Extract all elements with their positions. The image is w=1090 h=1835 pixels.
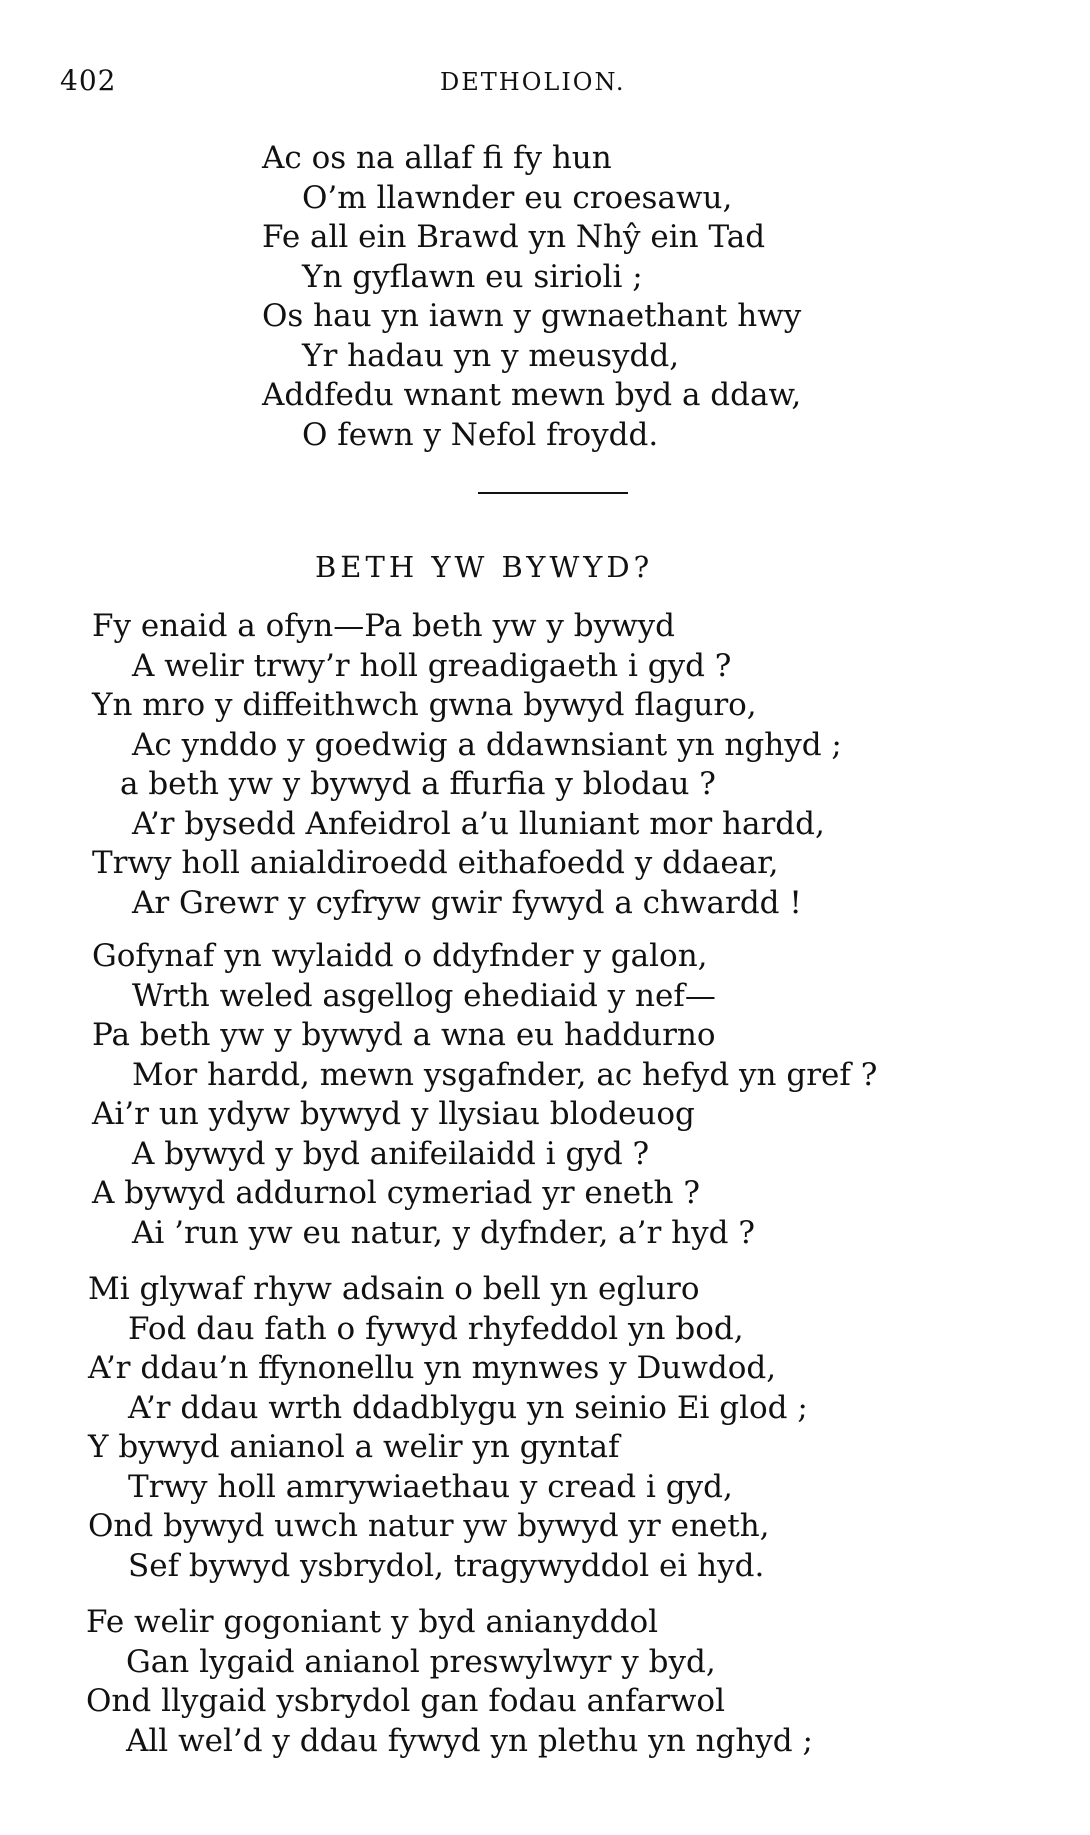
- verse-line: Ond bywyd uwch natur yw bywyd yr eneth,: [88, 1508, 770, 1544]
- verse-line: Fod dau fath o fywyd rhyfeddol yn bod,: [128, 1310, 744, 1347]
- verse-line: Addfedu wnant mewn byd a ddaw,: [262, 377, 802, 413]
- verse-line: a beth yw y bywyd a ffurfia y blodau ?: [120, 766, 716, 802]
- page-number: 402: [60, 64, 117, 97]
- verse-line: Ai ’run yw eu natur, y dyfnder, a’r hyd ?: [132, 1214, 755, 1251]
- verse-line: Wrth weled asgellog ehediaid y nef—: [132, 977, 716, 1014]
- verse-line: Gofynaf yn wylaidd o ddyfnder y galon,: [92, 938, 708, 974]
- verse-line: A welir trwy’r holl greadigaeth i gyd ?: [132, 647, 732, 684]
- verse-line: Gan lygaid anianol preswylwyr y byd,: [126, 1643, 716, 1680]
- verse-line: Yn mro y diffeithwch gwna bywyd flaguro,: [92, 687, 757, 723]
- verse-line: Ond llygaid ysbrydol gan fodau anfarwol: [86, 1683, 725, 1719]
- stanza-4: [86, 1603, 813, 1761]
- verse-line: Ai’r un ydyw bywyd y llysiau blodeuog: [92, 1096, 695, 1132]
- verse-line: Ac ynddo y goedwig a ddawnsiant yn nghyd ;: [132, 726, 842, 763]
- verse-line: Fe all ein Brawd yn Nhŷ ein Tad: [262, 219, 766, 255]
- verse-line: Trwy holl amrywiaethau y cread i gyd,: [128, 1468, 733, 1505]
- verse-line: Y bywyd anianol a welir yn gyntaf: [88, 1429, 620, 1465]
- verse-line: A’r bysedd Anfeidrol a’u lluniant mor hardd,: [132, 805, 825, 842]
- stanza-1: [92, 607, 842, 923]
- stanza-3: [88, 1270, 808, 1586]
- poem-title: BETH YW BYWYD?: [315, 550, 654, 584]
- verse-line: A’r ddau’n ffynonellu yn mynwes y Duwdod,: [88, 1350, 777, 1386]
- section-divider: [478, 492, 628, 494]
- running-head: DETHOLION.: [440, 68, 626, 96]
- verse-line: Os hau yn iawn y gwnaethant hwy: [262, 298, 802, 334]
- verse-line: A’r ddau wrth ddadblygu yn seinio Ei glod ;: [128, 1389, 808, 1426]
- verse-line: Fy enaid a ofyn—Pa beth yw y bywyd: [92, 608, 676, 644]
- verse-line: Ac os na allaf fi fy hun: [262, 140, 612, 176]
- verse-line: Fe welir gogoniant y byd anianyddol: [86, 1604, 659, 1640]
- verse-line: Yn gyflawn eu sirioli ;: [302, 258, 643, 295]
- stanza-2: [92, 937, 877, 1253]
- verse-line: O fewn y Nefol froydd.: [302, 416, 659, 453]
- verse-line: Sef bywyd ysbrydol, tragywyddol ei hyd.: [128, 1547, 765, 1584]
- continuation-stanza: [262, 139, 801, 455]
- verse-line: Mor hardd, mewn ysgafnder, ac hefyd yn gref ?: [132, 1056, 878, 1093]
- verse-line: Pa beth yw y bywyd a wna eu haddurno: [92, 1017, 716, 1053]
- verse-line: A bywyd y byd anifeilaidd i gyd ?: [132, 1135, 650, 1172]
- verse-line: O’m llawnder eu croesawu,: [302, 179, 733, 216]
- verse-line: Yr hadau yn y meusydd,: [302, 337, 680, 374]
- verse-line: A bywyd addurnol cymeriad yr eneth ?: [92, 1175, 700, 1211]
- verse-line: All wel’d y ddau fywyd yn plethu yn nghyd ;: [126, 1722, 813, 1759]
- verse-line: Ar Grewr y cyfryw gwir fywyd a chwardd !: [132, 884, 802, 921]
- verse-line: Trwy holl anialdiroedd eithafoedd y ddaear,: [92, 845, 779, 881]
- verse-line: Mi glywaf rhyw adsain o bell yn egluro: [88, 1271, 700, 1307]
